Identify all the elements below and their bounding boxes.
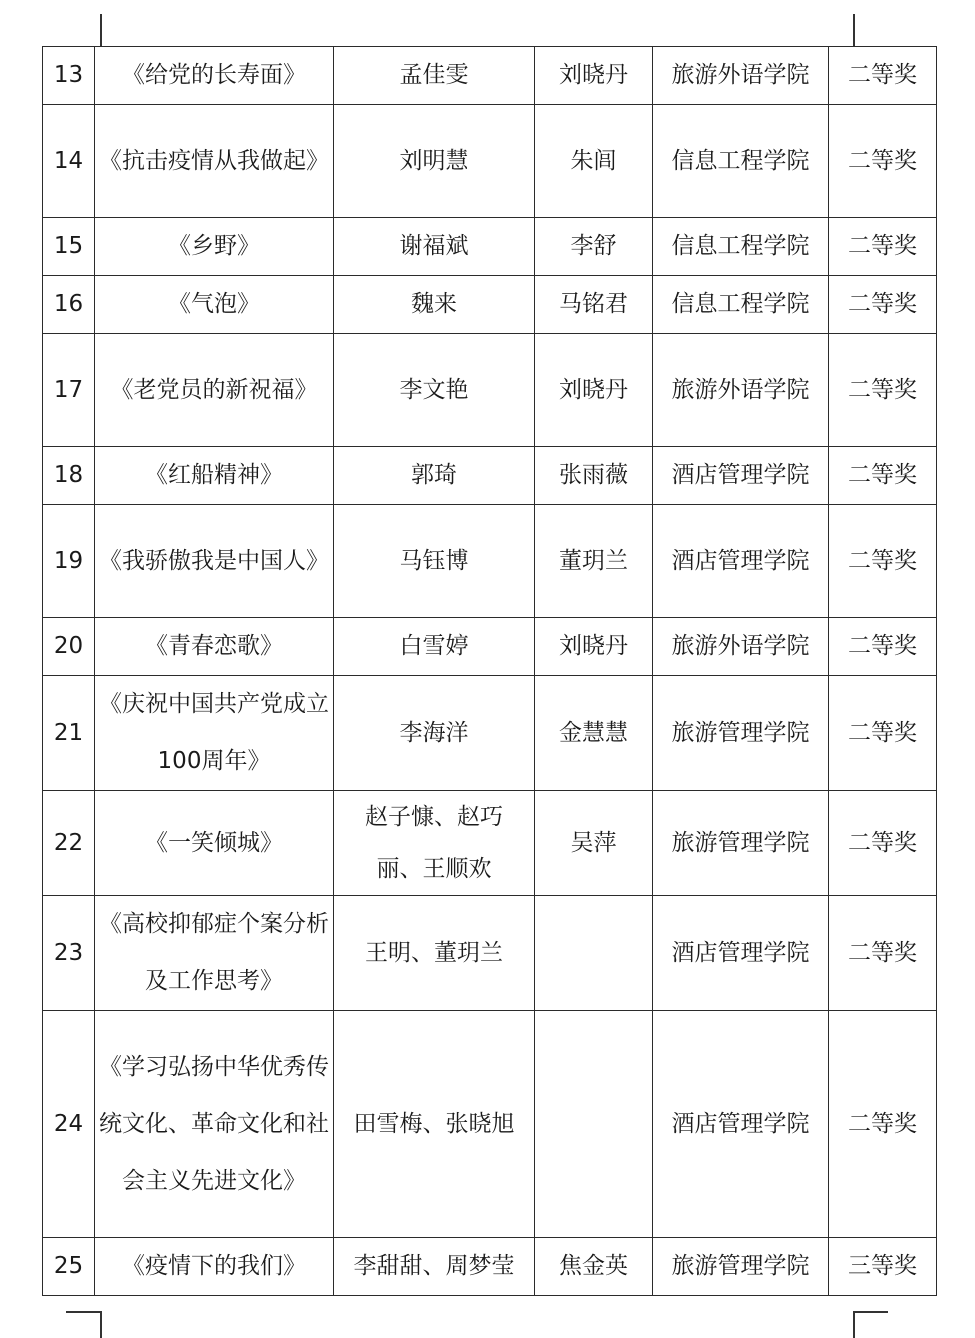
work-title: 《学习弘扬中华优秀传统文化、革命文化和社会主义先进文化》: [95, 1011, 334, 1238]
work-title: 《疫情下的我们》: [95, 1238, 334, 1296]
advisor-name: [535, 896, 653, 1011]
author-name: 赵子慷、赵巧丽、王顺欢: [334, 791, 535, 896]
table-row: [43, 1238, 937, 1296]
row-number: 22: [43, 791, 95, 896]
row-number: 19: [43, 505, 95, 618]
author-name: 王明、董玥兰: [334, 896, 535, 1011]
award-level: 二等奖: [829, 334, 937, 447]
table-row: [43, 1011, 937, 1238]
work-title: 《一笑倾城》: [95, 791, 334, 896]
award-level: 二等奖: [829, 896, 937, 1011]
work-title: 《气泡》: [95, 276, 334, 334]
row-number: 13: [43, 47, 95, 105]
award-level: 二等奖: [829, 618, 937, 676]
table-row: [43, 676, 937, 791]
award-level: 二等奖: [829, 791, 937, 896]
college-name: 旅游外语学院: [653, 47, 829, 105]
author-name: 魏来: [334, 276, 535, 334]
table-row: [43, 618, 937, 676]
table-row: [43, 896, 937, 1011]
table-row: [43, 334, 937, 447]
work-title: 《青春恋歌》: [95, 618, 334, 676]
table-row: [43, 505, 937, 618]
college-name: 旅游外语学院: [653, 618, 829, 676]
advisor-name: 刘晓丹: [535, 618, 653, 676]
author-name: 刘明慧: [334, 105, 535, 218]
college-name: 酒店管理学院: [653, 896, 829, 1011]
college-name: 旅游管理学院: [653, 1238, 829, 1296]
author-name: 马钰博: [334, 505, 535, 618]
award-level: 二等奖: [829, 505, 937, 618]
award-level: 二等奖: [829, 447, 937, 505]
advisor-name: 朱闾: [535, 105, 653, 218]
college-name: 旅游外语学院: [653, 334, 829, 447]
table-row: [43, 791, 937, 896]
work-title: 《我骄傲我是中国人》: [95, 505, 334, 618]
advisor-name: 李舒: [535, 218, 653, 276]
advisor-name: 马铭君: [535, 276, 653, 334]
crop-mark-top-left-v: [100, 14, 102, 46]
row-number: 14: [43, 105, 95, 218]
college-name: 酒店管理学院: [653, 505, 829, 618]
row-number: 25: [43, 1238, 95, 1296]
row-number: 18: [43, 447, 95, 505]
author-name: 田雪梅、张晓旭: [334, 1011, 535, 1238]
row-number: 15: [43, 218, 95, 276]
table-row: [43, 447, 937, 505]
college-name: 信息工程学院: [653, 218, 829, 276]
advisor-name: 焦金英: [535, 1238, 653, 1296]
author-name: 李甜甜、周梦莹: [334, 1238, 535, 1296]
award-level: 二等奖: [829, 276, 937, 334]
crop-mark-bottom-right-h: [853, 1311, 888, 1313]
row-number: 17: [43, 334, 95, 447]
table-row: [43, 47, 937, 105]
work-title: 《给党的长寿面》: [95, 47, 334, 105]
table-row: [43, 276, 937, 334]
award-level: 二等奖: [829, 218, 937, 276]
row-number: 21: [43, 676, 95, 791]
work-title: 《老党员的新祝福》: [95, 334, 334, 447]
college-name: 旅游管理学院: [653, 791, 829, 896]
college-name: 酒店管理学院: [653, 447, 829, 505]
work-title: 《红船精神》: [95, 447, 334, 505]
crop-mark-bottom-right-v: [853, 1311, 855, 1338]
work-title: 《庆祝中国共产党成立100周年》: [95, 676, 334, 791]
author-name: 李文艳: [334, 334, 535, 447]
crop-mark-bottom-left-h: [66, 1311, 101, 1313]
work-title: 《抗击疫情从我做起》: [95, 105, 334, 218]
award-level: 三等奖: [829, 1238, 937, 1296]
college-name: 酒店管理学院: [653, 1011, 829, 1238]
table-row: [43, 218, 937, 276]
award-level: 二等奖: [829, 1011, 937, 1238]
awards-table: [42, 46, 937, 1296]
work-title: 《高校抑郁症个案分析及工作思考》: [95, 896, 334, 1011]
author-name: 孟佳雯: [334, 47, 535, 105]
college-name: 信息工程学院: [653, 105, 829, 218]
advisor-name: 刘晓丹: [535, 47, 653, 105]
advisor-name: 董玥兰: [535, 505, 653, 618]
advisor-name: [535, 1011, 653, 1238]
row-number: 20: [43, 618, 95, 676]
author-name: 李海洋: [334, 676, 535, 791]
crop-mark-top-right-v: [853, 14, 855, 46]
crop-mark-bottom-left-v: [100, 1311, 102, 1338]
row-number: 23: [43, 896, 95, 1011]
award-level: 二等奖: [829, 105, 937, 218]
work-title: 《乡野》: [95, 218, 334, 276]
advisor-name: 张雨薇: [535, 447, 653, 505]
table-row: [43, 105, 937, 218]
author-name: 白雪婷: [334, 618, 535, 676]
awards-table-body: [43, 47, 937, 1296]
college-name: 信息工程学院: [653, 276, 829, 334]
advisor-name: 吴萍: [535, 791, 653, 896]
advisor-name: 刘晓丹: [535, 334, 653, 447]
row-number: 24: [43, 1011, 95, 1238]
advisor-name: 金慧慧: [535, 676, 653, 791]
college-name: 旅游管理学院: [653, 676, 829, 791]
row-number: 16: [43, 276, 95, 334]
author-name: 谢福斌: [334, 218, 535, 276]
award-level: 二等奖: [829, 47, 937, 105]
award-level: 二等奖: [829, 676, 937, 791]
author-name: 郭琦: [334, 447, 535, 505]
